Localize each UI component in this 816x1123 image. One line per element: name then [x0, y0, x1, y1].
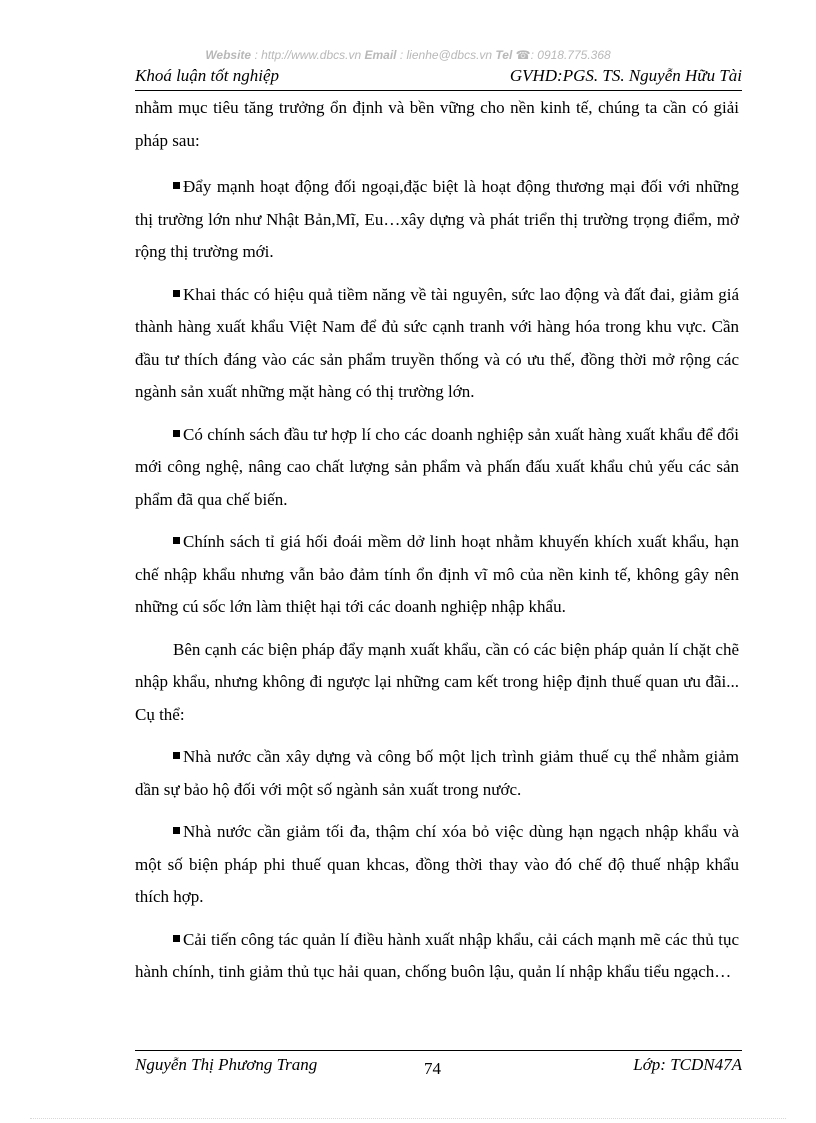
website-url: : http://www.dbcs.vn — [251, 48, 365, 62]
bullet-text: Có chính sách đầu tư hợp lí cho các doanh nghiệp sản xuất hàng xuất khẩu để đổi mới công nghệ, nâng cao chất lượng sản phẩm và phấn đấu xuất khẩu chủ yếu các sản phẩm đã qua chế biến. — [135, 424, 739, 509]
bullet-paragraph — [135, 816, 739, 914]
square-bullet-icon — [173, 752, 180, 759]
bullet-text: Chính sách tỉ giá hối đoái mềm dở linh hoạt nhằm khuyến khích xuất khẩu, hạn chế nhập khẩu nhưng vẫn bảo đảm tính ổn định vĩ mô của nền kinh tế, không gây nên những cú sốc lớn làm thiệt hại tới các doanh nghiệp nhập khẩu. — [135, 532, 739, 616]
square-bullet-icon — [173, 182, 180, 189]
page-body — [135, 92, 739, 999]
page-number: 74 — [424, 1059, 441, 1078]
bullet-paragraph — [135, 741, 739, 806]
intro-paragraph: nhằm mục tiêu tăng trưởng ổn định và bền vững cho nền kinh tế, chúng ta cần có giải pháp sau: — [135, 98, 739, 150]
square-bullet-icon — [173, 935, 180, 942]
tel-label: Tel ☎ — [495, 48, 531, 62]
page-header — [135, 66, 742, 91]
bullet-paragraph — [135, 171, 739, 269]
author-name: Nguyễn Thị Phương Trang — [135, 1055, 318, 1074]
bullet-text: Nhà nước cần giảm tối đa, thậm chí xóa bỏ việc dùng hạn ngạch nhập khẩu và một số biện pháp phi thuế quan khcas, đồng thời thay vào đó chế độ thuế nhập khẩu thích hợp. — [135, 822, 739, 906]
thesis-title: Khoá luận tốt nghiệp — [135, 66, 280, 85]
bullet-paragraph — [135, 279, 739, 409]
website-label: Website — [205, 48, 252, 62]
bullet-text: Nhà nước cần xây dựng và công bố một lịch trình giảm thuế cụ thể nhằm giảm dần sự bảo hộ đối với một số ngành sản xuất trong nước. — [135, 747, 739, 799]
bullet-text: Đẩy mạnh hoạt động đối ngoại,đặc biệt là hoạt động thương mại đối với những thị trường lớn như Nhật Bản,Mĩ, Eu…xây dựng và phát triển thị trường trọng điểm, mở rộng thị trường mới. — [135, 177, 739, 261]
bottom-divider — [30, 1118, 786, 1119]
bullet-paragraph — [135, 924, 739, 989]
square-bullet-icon — [173, 537, 180, 544]
bullet-paragraph — [135, 419, 739, 517]
bullet-text: Cải tiến công tác quản lí điều hành xuất nhập khẩu, cải cách mạnh mẽ các thủ tục hành chính, tinh giảm thủ tục hải quan, chống buôn lậu, quản lí nhập khẩu tiểu ngạch… — [135, 929, 739, 981]
class-label: Lớp: TCDN47A — [633, 1055, 742, 1074]
supervisor-label: GVHD:PGS. TS. Nguyễn Hữu Tài — [509, 66, 742, 85]
square-bullet-icon — [173, 290, 180, 297]
bullet-paragraph — [135, 526, 739, 624]
email-address: : lienhe@dbcs.vn — [396, 48, 496, 62]
email-label: Email — [364, 48, 397, 62]
square-bullet-icon — [173, 827, 180, 834]
square-bullet-icon — [173, 430, 180, 437]
body-paragraph: Bên cạnh các biện pháp đẩy mạnh xuất khẩu, cần có các biện pháp quản lí chặt chẽ nhập khẩu, nhưng không đi ngược lại những cam kết trong hiệp định thuế quan ưu đãi... Cụ thể: — [135, 639, 739, 724]
page-footer — [135, 1050, 742, 1081]
bullet-text: Khai thác có hiệu quả tiềm năng về tài nguyên, sức lao động và đất đai, giảm giá thành hàng xuất khẩu Việt Nam để đủ sức cạnh tranh với hàng hóa trong khu vực. Cần đầu tư thích đáng vào các sản phẩm truyền thống và có ưu thế, đồng thời mở rộng các ngành sản xuất những mặt hàng có thị trường lớn. — [135, 284, 739, 401]
tel-number: : 0918.775.368 — [530, 48, 611, 62]
website-contact-line — [0, 48, 816, 62]
